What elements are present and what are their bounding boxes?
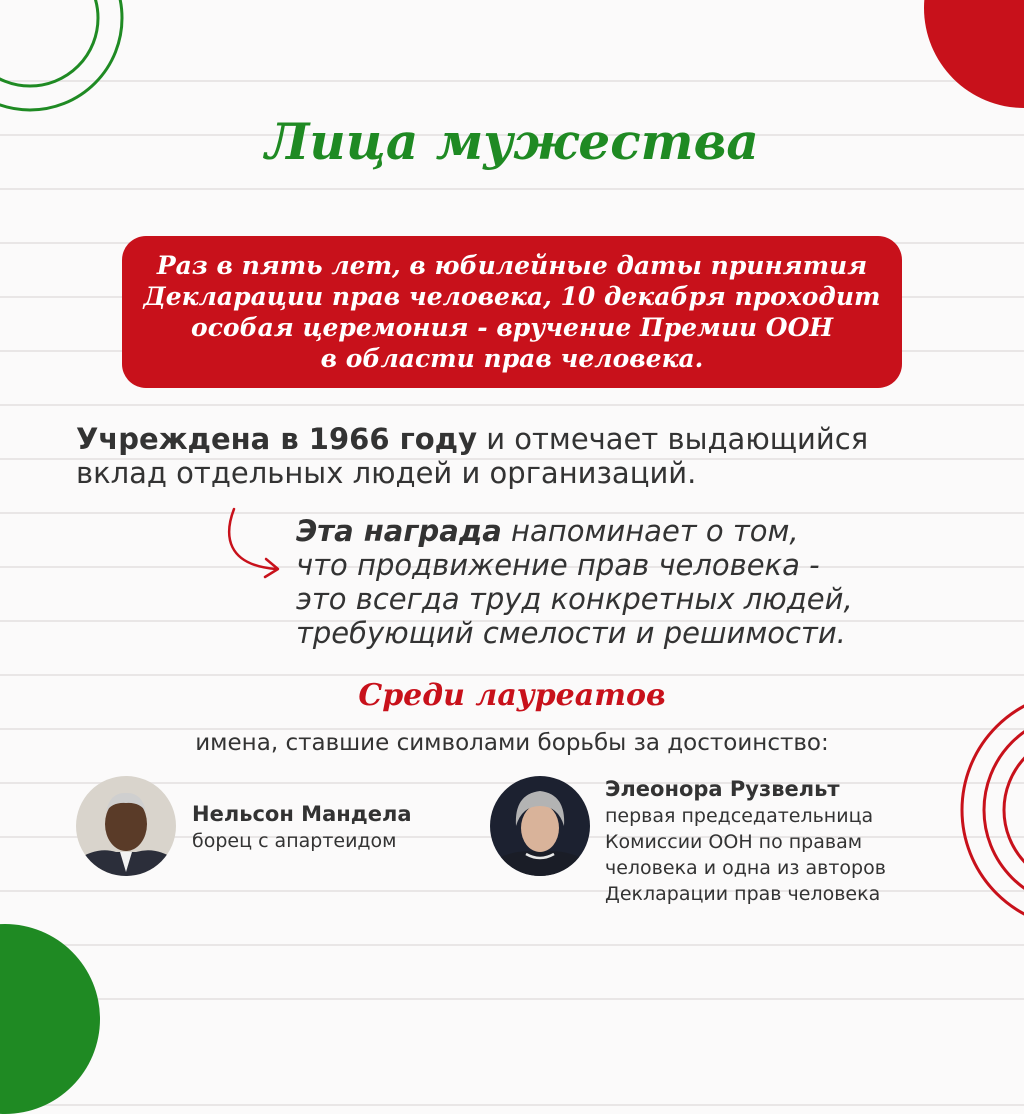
- description-line: человека и одна из авторов: [605, 857, 886, 879]
- avatar-roosevelt: [490, 776, 590, 876]
- description-line: первая председательница: [605, 805, 874, 827]
- award-banner: [122, 236, 902, 388]
- quote-line1: напоминает о том,: [501, 514, 799, 548]
- page-title: Лица мужества: [265, 112, 759, 171]
- laureate-name: Нельсон Мандела: [192, 802, 412, 826]
- description-line: Комиссии ООН по правам: [605, 831, 863, 853]
- banner-line: Раз в пять лет, в юбилейные даты принятия: [156, 251, 868, 280]
- laureates-note: имена, ставшие символами борьбы за достоинство:: [195, 730, 829, 756]
- laureate-name: Элеонора Рузвельт: [605, 777, 840, 801]
- corner-rings-top-left: [0, 0, 140, 130]
- quote-line4: требующий смелости и решимости.: [296, 616, 846, 650]
- intro-bold: Учреждена в 1966 году: [76, 422, 478, 456]
- intro-line2: вклад отдельных людей и организаций.: [76, 456, 697, 490]
- description-line: Декларации прав человека: [605, 883, 881, 905]
- avatar-mandela: [76, 776, 176, 876]
- quote-paragraph: [296, 514, 956, 650]
- banner-line: в области прав человека.: [320, 344, 704, 373]
- laureate-roosevelt: [605, 776, 985, 907]
- banner-line: особая церемония - вручение Премии ООН: [191, 313, 833, 342]
- banner-text: [144, 250, 881, 374]
- quote-bold: Эта награда: [296, 514, 502, 548]
- intro-paragraph: [76, 422, 936, 490]
- corner-circle-bottom-left: [0, 924, 100, 1114]
- curved-arrow-icon: [220, 505, 290, 585]
- laureate-description: борец с апартеидом: [192, 830, 397, 852]
- quote-line2: что продвижение прав человека -: [296, 548, 820, 582]
- intro-line1: и отмечает выдающийся: [477, 422, 869, 456]
- quote-line3: это всегда труд конкретных людей,: [296, 582, 853, 616]
- laureate-description: [605, 803, 985, 907]
- banner-line: Декларации прав человека, 10 декабря проходит: [143, 282, 881, 311]
- corner-circle-top-right: [924, 0, 1024, 108]
- laureates-heading: Среди лауреатов: [358, 678, 666, 713]
- laureate-mandela: [192, 801, 472, 854]
